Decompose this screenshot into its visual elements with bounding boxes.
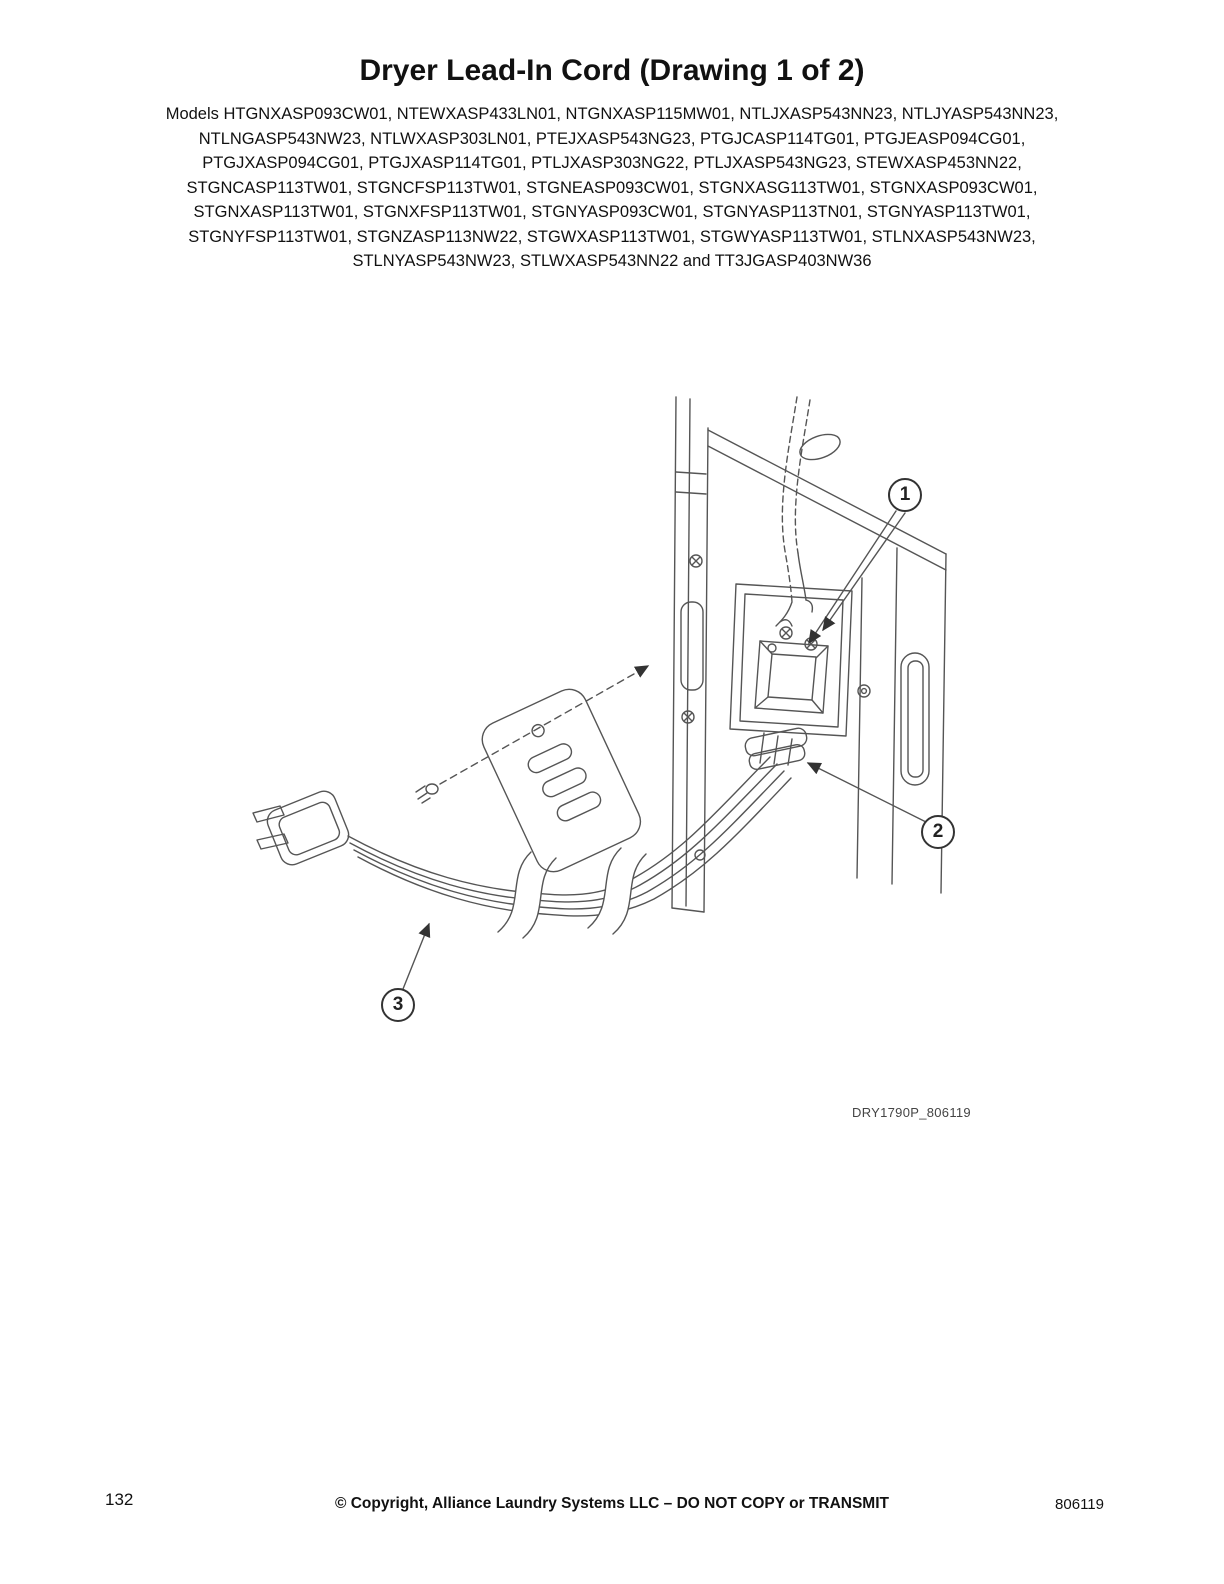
terminal-opening: [730, 584, 852, 736]
copyright-text: © Copyright, Alliance Laundry Systems LLC – DO NOT COPY or TRANSMIT: [335, 1495, 889, 1512]
mounting-screw-leader: [416, 666, 648, 803]
callout-2-label: 2: [932, 821, 944, 842]
page-number: 132: [105, 1490, 134, 1509]
plug: [253, 788, 352, 869]
terminal-block-wires: [768, 397, 817, 652]
callout-2: [921, 815, 955, 849]
models-line: NTLNGASP543NW23, NTLWXASP303LN01, PTEJXASP543NG23, PTGJCASP114TG01, PTGJEASP094CG01,: [198, 129, 1026, 148]
callout-3-label: 3: [392, 994, 404, 1015]
models-line: STGNYFSP113TW01, STGNZASP113NW22, STGWXASP113TW01, STGWYASP113TW01, STLNXASP543NW23,: [188, 227, 1036, 246]
doc-number: 806119: [1055, 1496, 1104, 1513]
models-line: Models HTGNXASP093CW01, NTEWXASP433LN01, NTGNXASP115MW01, NTLJXASP543NN23, NTLJYASP543NN23,: [165, 105, 1059, 123]
models-line: STGNXASP113TW01, STGNXFSP113TW01, STGNYASP093CW01, STGNYASP113TN01, STGNYASP113TW01,: [193, 203, 1031, 221]
callout-3: [381, 988, 415, 1022]
rear-panel: [672, 397, 946, 912]
callout-1: [888, 478, 922, 512]
models-line: STGNCASP113TW01, STGNCFSP113TW01, STGNEASP093CW01, STGNXASG113TW01, STGNXASP093CW01,: [186, 178, 1038, 197]
drawing-reference: DRY1790P_806119: [852, 1105, 971, 1120]
page-title: Dryer Lead-In Cord (Drawing 1 of 2): [359, 54, 865, 87]
callout-1-label: 1: [899, 484, 911, 505]
models-line: PTGJXASP094CG01, PTGJXASP114TG01, PTLJXASP303NG22, PTLJXASP543NG23, STEWXASP453NN22,: [202, 154, 1022, 172]
models-line: STLNYASP543NW23, STLWXASP543NN22 and TT3JGASP403NW36: [352, 252, 872, 270]
power-cord: [348, 757, 791, 938]
callout-arrows: [403, 511, 926, 989]
